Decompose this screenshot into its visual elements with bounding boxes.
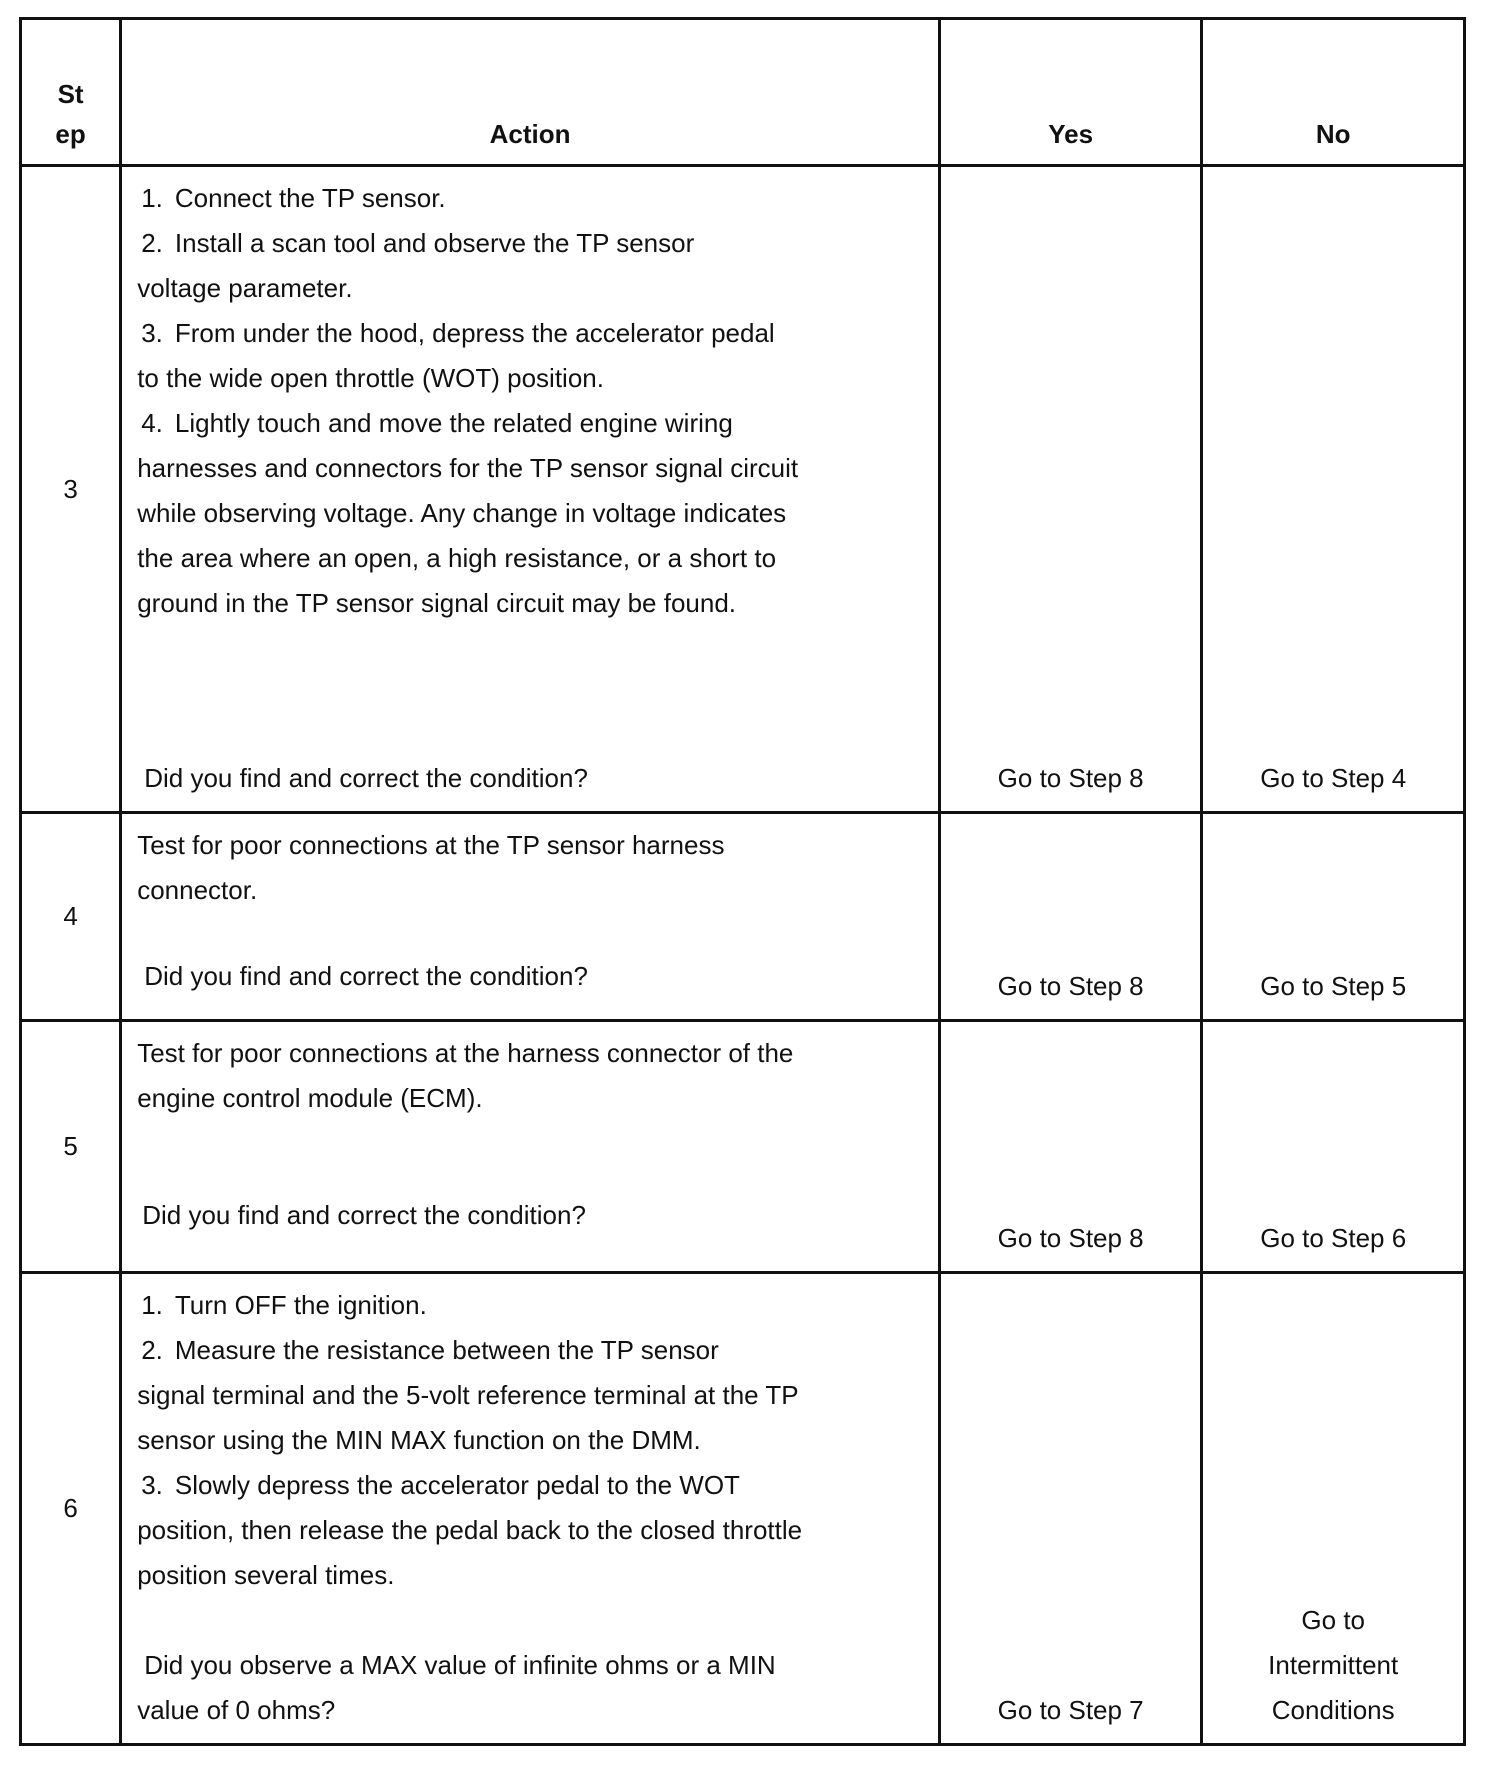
action-line: Test for poor connections at the TP sensor harness <box>137 830 725 860</box>
action-line: 3. From under the hood, depress the accelerator pedal <box>141 318 775 348</box>
action-line: 1. Turn OFF the ignition. <box>141 1290 427 1320</box>
action-line: 4. Lightly touch and move the related engine wiring <box>141 408 733 438</box>
action-line: 2. Install a scan tool and observe the TP sensor <box>141 228 695 258</box>
action-line: while observing voltage. Any change in voltage indicates <box>137 498 787 528</box>
no-result: Go to Intermittent Conditions <box>1202 1273 1465 1745</box>
yes-result: Go to Step 8 <box>939 166 1202 813</box>
step-number: 4 <box>21 813 121 1021</box>
action-cell <box>121 1273 940 1745</box>
action-line: connector. <box>137 875 258 905</box>
action-cell <box>121 813 940 1021</box>
action-cell <box>121 1021 940 1273</box>
action-line: sensor using the MIN MAX function on the DMM. <box>137 1425 701 1455</box>
action-line: position several times. <box>137 1560 395 1590</box>
action-line: engine control module (ECM). <box>137 1083 483 1113</box>
table-row <box>21 813 1465 1021</box>
action-line: to the wide open throttle (WOT) position. <box>137 363 604 393</box>
header-action: Action <box>121 19 940 166</box>
no-result: Go to Step 4 <box>1202 166 1465 813</box>
action-line: 3. Slowly depress the accelerator pedal to the WOT <box>141 1470 740 1500</box>
question-text: Did you find and correct the condition? <box>144 763 588 793</box>
step-number: 3 <box>21 166 121 813</box>
header-yes: Yes <box>939 19 1202 166</box>
header-row <box>21 19 1465 166</box>
no-result: Go to Step 5 <box>1202 813 1465 1021</box>
table-row <box>21 1273 1465 1745</box>
action-line: harnesses and connectors for the TP sensor signal circuit <box>137 453 799 483</box>
action-line: ground in the TP sensor signal circuit may be found. <box>137 588 737 618</box>
diagnostic-table <box>19 17 1466 1746</box>
header-step: St ep <box>21 19 121 166</box>
action-line: position, then release the pedal back to the closed throttle <box>137 1515 803 1545</box>
step-number: 5 <box>21 1021 121 1273</box>
question-text: Did you find and correct the condition? <box>142 1200 586 1230</box>
action-line: signal terminal and the 5-volt reference terminal at the TP <box>137 1380 799 1410</box>
yes-result: Go to Step 7 <box>939 1273 1202 1745</box>
no-result: Go to Step 6 <box>1202 1021 1465 1273</box>
question-text: Did you find and correct the condition? <box>144 961 588 991</box>
header-no: No <box>1202 19 1465 166</box>
table-row <box>21 1021 1465 1273</box>
action-line: the area where an open, a high resistance, or a short to <box>137 543 777 573</box>
action-line: 2. Measure the resistance between the TP sensor <box>141 1335 719 1365</box>
action-cell <box>121 166 940 813</box>
action-line: voltage parameter. <box>137 273 353 303</box>
table-row <box>21 166 1465 813</box>
action-line: 1. Connect the TP sensor. <box>141 183 446 213</box>
yes-result: Go to Step 8 <box>939 813 1202 1021</box>
step-number: 6 <box>21 1273 121 1745</box>
action-line: Test for poor connections at the harness connector of the <box>137 1038 794 1068</box>
question-text: Did you observe a MAX value of infinite ohms or a MIN value of 0 ohms? <box>137 1650 776 1725</box>
yes-result: Go to Step 8 <box>939 1021 1202 1273</box>
